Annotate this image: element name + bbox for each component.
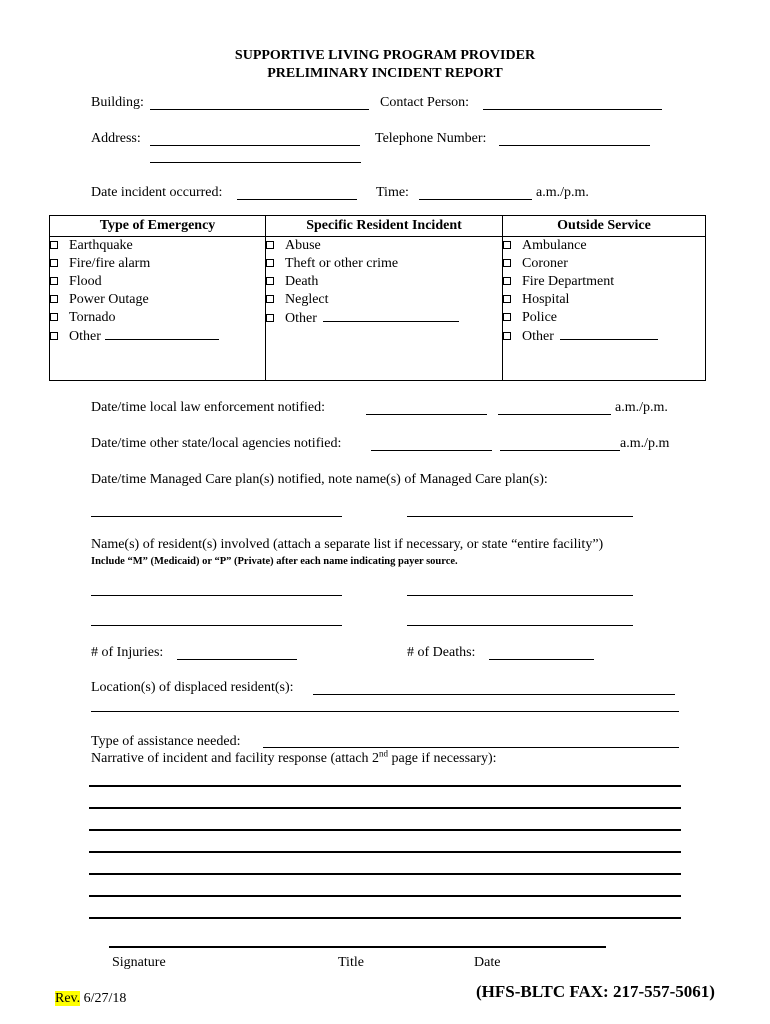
option-label: Police: [522, 310, 557, 325]
date-incident-field[interactable]: [237, 199, 357, 200]
injuries-label: # of Injuries:: [91, 645, 164, 660]
resident-name-field-1[interactable]: [91, 595, 342, 596]
option-label: Other: [69, 329, 101, 344]
option-coroner[interactable]: [503, 255, 705, 273]
option-label: Other: [285, 311, 317, 326]
option-label: Flood: [69, 274, 102, 289]
outside-service-options: [503, 237, 706, 381]
checkbox-icon[interactable]: [266, 241, 274, 249]
option-fire-department[interactable]: [503, 273, 705, 291]
agencies-label: Date/time other state/local agencies notified:: [91, 436, 342, 451]
option-theft[interactable]: [266, 255, 502, 273]
checkbox-icon[interactable]: [50, 259, 58, 267]
option-label: Abuse: [285, 238, 321, 253]
checkbox-icon[interactable]: [266, 259, 274, 267]
law-enforcement-date-field[interactable]: [366, 414, 487, 415]
telephone-field[interactable]: [499, 145, 650, 146]
assistance-field[interactable]: [263, 747, 679, 748]
option-label: Hospital: [522, 292, 570, 307]
narrative-line-6[interactable]: [89, 895, 681, 897]
option-label: Theft or other crime: [285, 256, 399, 271]
agencies-date-field[interactable]: [371, 450, 492, 451]
form-title-line1: SUPPORTIVE LIVING PROGRAM PROVIDER: [234, 48, 536, 63]
title-label: Title: [338, 955, 364, 970]
option-label: Power Outage: [69, 292, 149, 307]
option-power-outage[interactable]: [50, 291, 265, 309]
agencies-time-field[interactable]: [500, 450, 620, 451]
header-outside-service: Outside Service: [503, 216, 706, 237]
option-label: Fire/fire alarm: [69, 256, 151, 271]
option-outside-other[interactable]: [503, 327, 705, 345]
narrative-label: [91, 748, 497, 767]
checkbox-icon[interactable]: [503, 313, 511, 321]
date-label: Date: [474, 955, 501, 970]
building-field[interactable]: [150, 109, 369, 110]
option-label: Neglect: [285, 292, 329, 307]
incident-type-table: [49, 215, 706, 381]
assistance-label: Type of assistance needed:: [91, 734, 241, 749]
deaths-label: # of Deaths:: [407, 645, 476, 660]
checkbox-icon[interactable]: [266, 277, 274, 285]
header-specific-resident-incident: Specific Resident Incident: [266, 216, 503, 237]
checkbox-icon[interactable]: [503, 259, 511, 267]
revision-date: 6/27/18: [80, 991, 127, 1006]
checkbox-icon[interactable]: [266, 295, 274, 303]
option-emergency-other[interactable]: [50, 327, 265, 345]
option-resident-other[interactable]: [266, 309, 502, 327]
checkbox-icon[interactable]: [503, 295, 511, 303]
address-label: Address:: [91, 131, 141, 146]
narrative-line-3[interactable]: [89, 829, 681, 831]
contact-person-field[interactable]: [483, 109, 662, 110]
option-fire-alarm[interactable]: [50, 255, 265, 273]
option-neglect[interactable]: [266, 291, 502, 309]
option-tornado[interactable]: [50, 309, 265, 327]
option-label: Coroner: [522, 256, 568, 271]
checkbox-icon[interactable]: [503, 332, 511, 340]
option-label: Death: [285, 274, 319, 289]
option-death[interactable]: [266, 273, 502, 291]
emergency-other-field[interactable]: [105, 327, 219, 340]
option-police[interactable]: [503, 309, 705, 327]
narrative-text: Narrative of incident and facility response (attach 2: [91, 751, 380, 766]
fax-number: (HFS-BLTC FAX: 217-557-5061): [476, 982, 715, 1001]
option-abuse[interactable]: [266, 237, 502, 255]
option-flood[interactable]: [50, 273, 265, 291]
option-label: Tornado: [69, 310, 116, 325]
address-field-2[interactable]: [150, 162, 361, 163]
resident-name-field-3[interactable]: [91, 625, 342, 626]
narrative-text-end: page if necessary):: [388, 751, 497, 766]
narrative-line-1[interactable]: [89, 785, 681, 787]
law-enforcement-time-field[interactable]: [498, 414, 611, 415]
option-ambulance[interactable]: [503, 237, 705, 255]
revision-note: [55, 991, 126, 1007]
resident-options: [266, 237, 503, 381]
checkbox-icon[interactable]: [50, 277, 58, 285]
resident-name-field-4[interactable]: [407, 625, 633, 626]
date-incident-label: Date incident occurred:: [91, 185, 223, 200]
residents-label: Name(s) of resident(s) involved (attach a separate list if necessary, or state “entire facility”): [91, 537, 604, 552]
resident-name-field-2[interactable]: [407, 595, 633, 596]
option-label: Earthquake: [69, 238, 133, 253]
injuries-field[interactable]: [177, 659, 297, 660]
narrative-line-2[interactable]: [89, 807, 681, 809]
narrative-line-7[interactable]: [89, 917, 681, 919]
narrative-line-4[interactable]: [89, 851, 681, 853]
deaths-field[interactable]: [489, 659, 594, 660]
signature-label: Signature: [112, 955, 166, 970]
location-label: Location(s) of displaced resident(s):: [91, 680, 294, 695]
agencies-ampm: a.m./p.m: [620, 436, 670, 451]
emergency-options: [50, 237, 266, 381]
time-ampm-label: a.m./p.m.: [536, 185, 589, 200]
managed-care-field-1[interactable]: [91, 516, 342, 517]
checkbox-icon[interactable]: [50, 313, 58, 321]
checkbox-icon[interactable]: [50, 241, 58, 249]
location-field-1[interactable]: [313, 694, 675, 695]
checkbox-icon[interactable]: [50, 332, 58, 340]
outside-other-field[interactable]: [560, 327, 658, 340]
time-label: Time:: [376, 185, 409, 200]
telephone-label: Telephone Number:: [375, 131, 487, 146]
contact-person-label: Contact Person:: [380, 95, 470, 110]
time-field[interactable]: [419, 199, 532, 200]
checkbox-icon[interactable]: [266, 314, 274, 322]
managed-care-field-2[interactable]: [407, 516, 633, 517]
narrative-superscript: nd: [379, 748, 389, 759]
law-enforcement-ampm: a.m./p.m.: [615, 400, 668, 415]
option-label: Other: [522, 329, 554, 344]
option-label: Ambulance: [522, 238, 587, 253]
narrative-line-5[interactable]: [89, 873, 681, 875]
signature-line[interactable]: [109, 946, 606, 948]
option-hospital[interactable]: [503, 291, 705, 309]
option-label: Fire Department: [522, 274, 615, 289]
checkbox-icon[interactable]: [503, 241, 511, 249]
managed-care-label: Date/time Managed Care plan(s) notified, note name(s) of Managed Care plan(s):: [91, 472, 548, 487]
option-earthquake[interactable]: [50, 237, 265, 255]
law-enforcement-label: Date/time local law enforcement notified:: [91, 400, 326, 415]
header-type-of-emergency: Type of Emergency: [50, 216, 266, 237]
address-field-1[interactable]: [150, 145, 360, 146]
resident-other-field[interactable]: [323, 309, 459, 322]
checkbox-icon[interactable]: [50, 295, 58, 303]
revision-label: Rev.: [55, 991, 81, 1006]
checkbox-icon[interactable]: [503, 277, 511, 285]
building-label: Building:: [91, 95, 144, 110]
payer-note: Include “M” (Medicaid) or “P” (Private) after each name indicating payer source.: [91, 556, 458, 567]
form-title-line2: PRELIMINARY INCIDENT REPORT: [267, 66, 503, 81]
location-field-2[interactable]: [91, 711, 679, 712]
